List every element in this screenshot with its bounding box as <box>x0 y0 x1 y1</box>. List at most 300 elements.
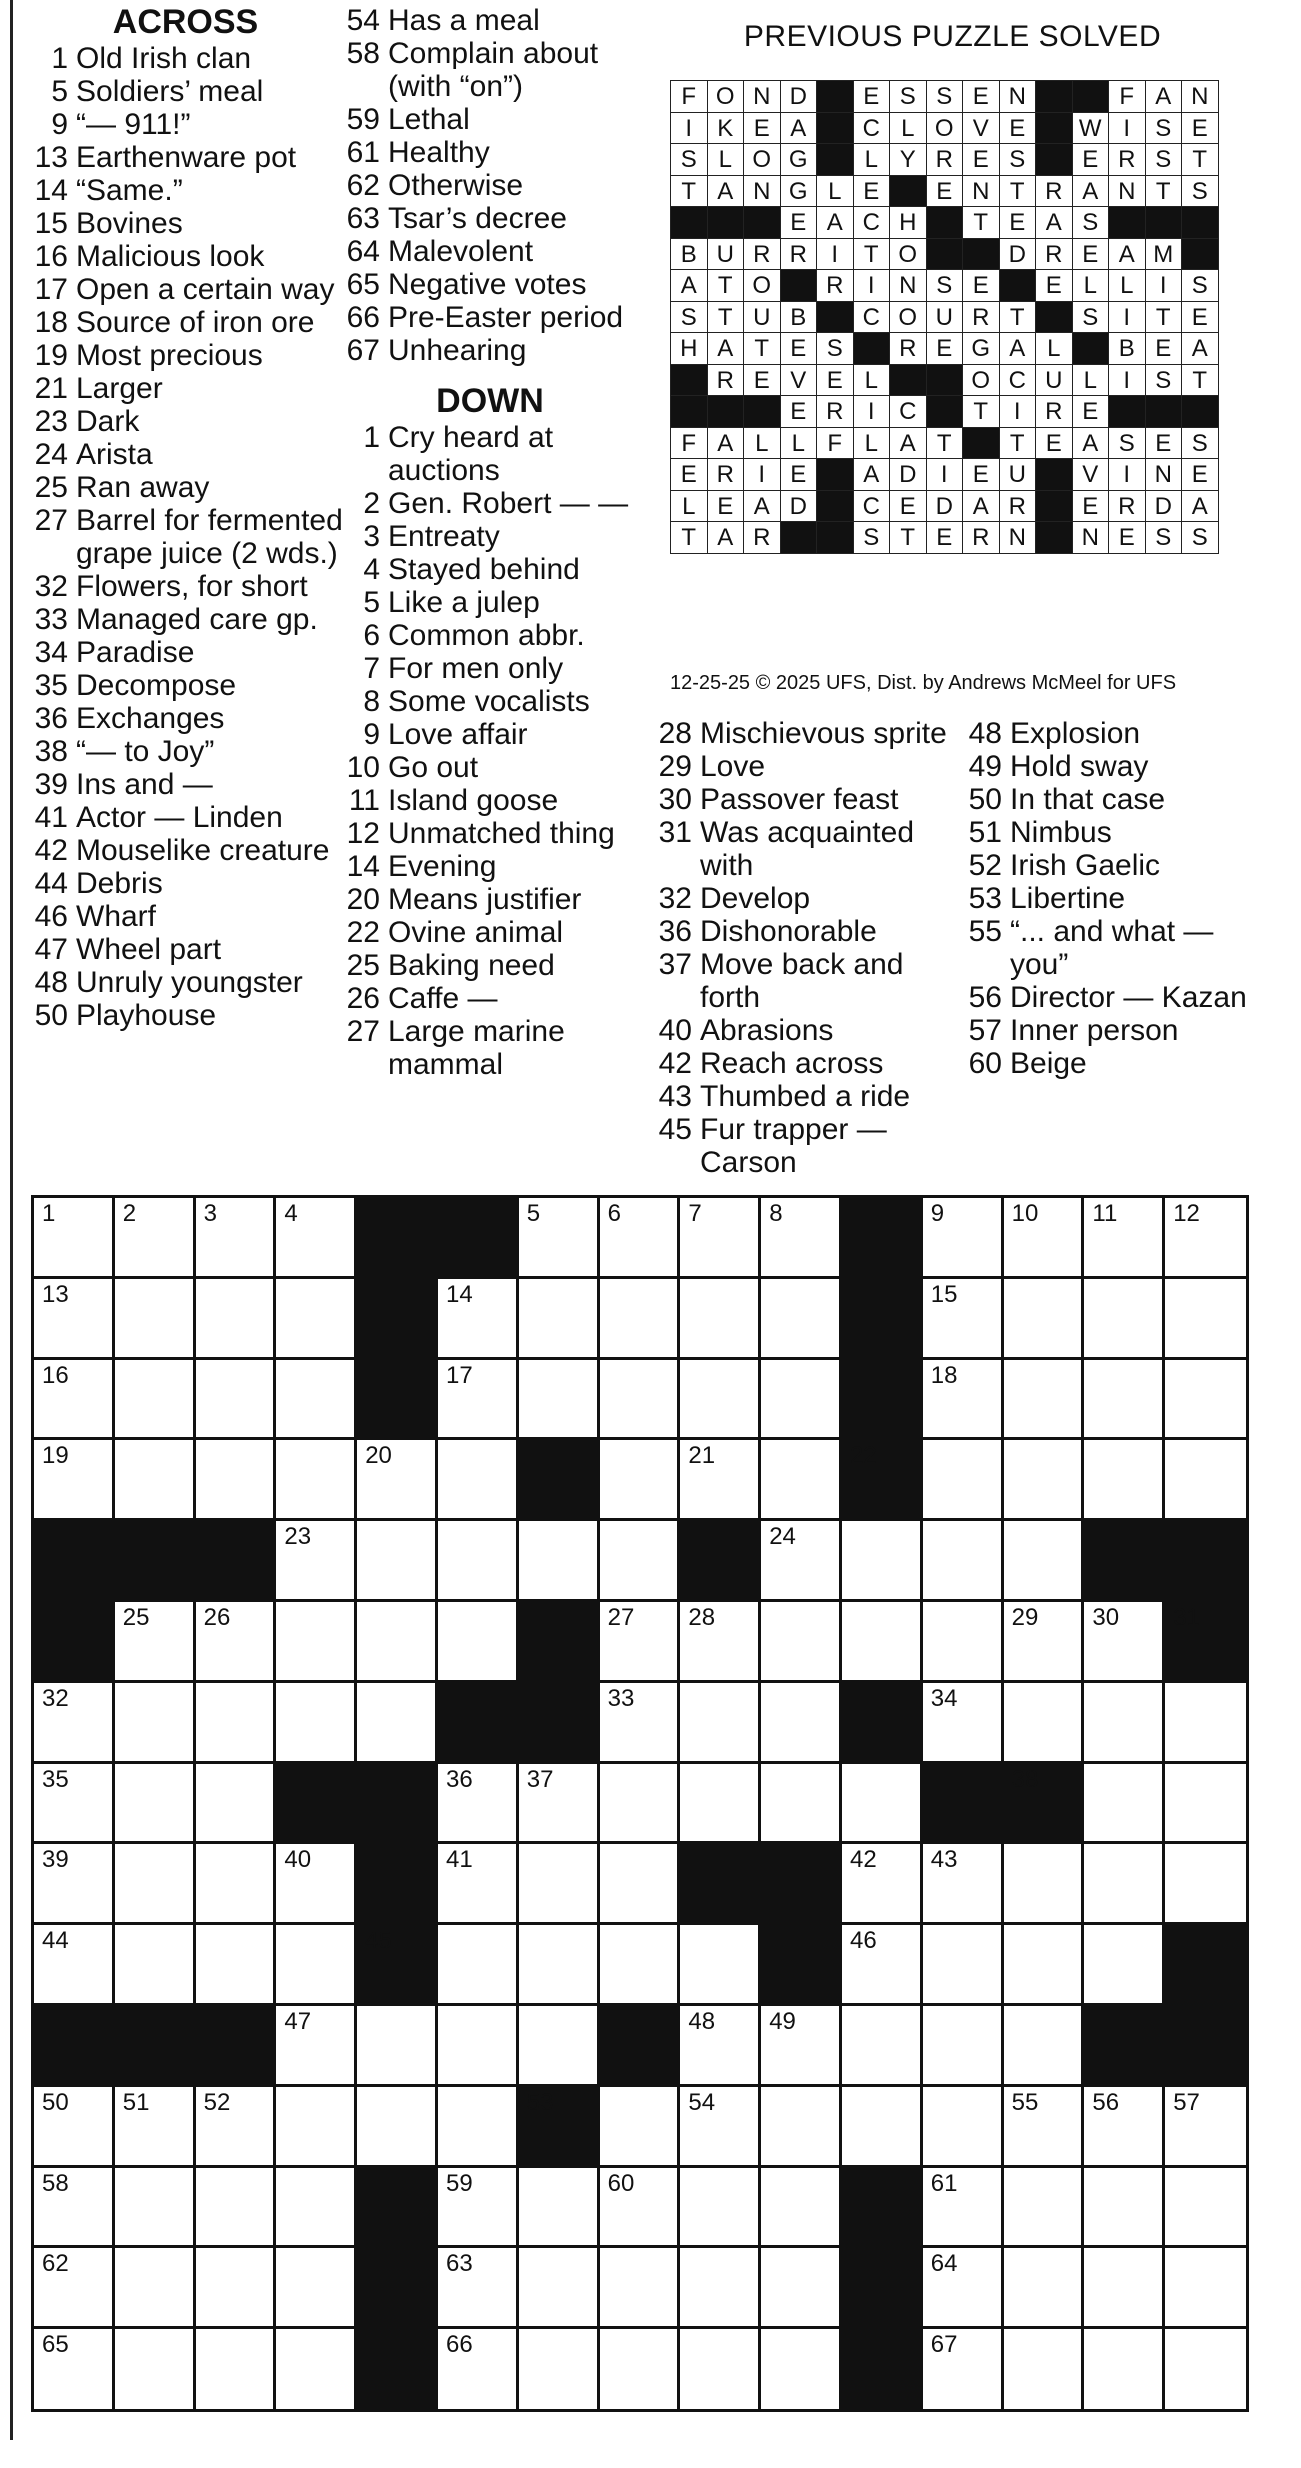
black-square <box>357 1198 438 1279</box>
grid-cell[interactable] <box>34 1360 115 1441</box>
solution-letter: N <box>1108 175 1146 208</box>
solution-letter: G <box>962 332 1000 365</box>
grid-cell[interactable] <box>196 1925 277 2006</box>
black-square <box>519 1683 600 1764</box>
solution-letter: H <box>670 332 708 365</box>
grid-cell[interactable] <box>680 2168 761 2249</box>
solution-letter: C <box>853 490 891 523</box>
solution-letter: L <box>853 364 891 397</box>
solution-black-square <box>816 80 854 113</box>
grid-cell[interactable] <box>761 1198 842 1279</box>
grid-cell[interactable] <box>519 2006 600 2087</box>
grid-cell[interactable] <box>115 2329 196 2410</box>
solution-black-square <box>816 490 854 523</box>
grid-cell[interactable] <box>115 1844 196 1925</box>
clue-number: 32 <box>34 570 68 603</box>
grid-cell[interactable] <box>276 1279 357 1360</box>
grid-cell[interactable] <box>761 2006 842 2087</box>
clue-column-3 <box>652 717 952 1179</box>
solution-letter: I <box>1145 269 1183 302</box>
solution-black-square <box>780 269 818 302</box>
solution-letter: T <box>670 175 708 208</box>
grid-cell[interactable] <box>196 1764 277 1845</box>
grid-cell[interactable] <box>600 2329 681 2410</box>
grid-cell[interactable] <box>923 1440 1004 1521</box>
grid-cell[interactable] <box>600 2087 681 2168</box>
grid-cell[interactable] <box>761 1683 842 1764</box>
grid-cell[interactable] <box>1165 2248 1246 2329</box>
grid-cell[interactable] <box>923 1198 1004 1279</box>
grid-cell[interactable] <box>1004 2006 1085 2087</box>
solution-black-square <box>1035 143 1073 176</box>
grid-cell[interactable] <box>600 1602 681 1683</box>
grid-cell[interactable] <box>115 1683 196 1764</box>
solution-row <box>670 206 1218 238</box>
black-square <box>34 2006 115 2087</box>
grid-cell[interactable] <box>761 2248 842 2329</box>
grid-cell[interactable] <box>357 2006 438 2087</box>
solution-letter: O <box>889 301 927 334</box>
clue-text: Stayed behind <box>388 553 580 586</box>
grid-cell[interactable] <box>34 2168 115 2249</box>
grid-cell[interactable] <box>1165 1360 1246 1441</box>
grid-cell[interactable] <box>923 2329 1004 2410</box>
solution-letter: E <box>962 80 1000 113</box>
solution-black-square <box>707 395 745 428</box>
solution-letter: E <box>743 112 781 145</box>
grid-cell[interactable] <box>761 1521 842 1602</box>
solution-letter: A <box>707 521 745 554</box>
cell-number: 28 <box>688 1604 716 1631</box>
grid-cell[interactable] <box>34 2329 115 2410</box>
black-square <box>1165 1602 1246 1683</box>
clue-text: Tsar’s decree <box>388 202 567 235</box>
grid-cell[interactable] <box>115 1764 196 1845</box>
grid-cell[interactable] <box>1084 2248 1165 2329</box>
across-clue <box>28 570 343 603</box>
solution-letter: E <box>926 521 964 554</box>
down-clue <box>652 948 952 1014</box>
solution-letter: L <box>853 143 891 176</box>
grid-cell[interactable] <box>519 2168 600 2249</box>
solution-letter: D <box>780 80 818 113</box>
grid-cell[interactable] <box>761 1764 842 1845</box>
grid-cell[interactable] <box>1165 2087 1246 2168</box>
clue-column-2 <box>340 4 640 1081</box>
grid-cell[interactable] <box>34 1279 115 1360</box>
grid-cell[interactable] <box>519 2248 600 2329</box>
clue-text: Most precious <box>76 339 263 372</box>
grid-cell[interactable] <box>1004 1198 1085 1279</box>
grid-cell[interactable] <box>357 1602 438 1683</box>
grid-cell[interactable] <box>1004 1440 1085 1521</box>
grid-cell[interactable] <box>115 2168 196 2249</box>
grid-cell[interactable] <box>1004 1521 1085 1602</box>
grid-cell[interactable] <box>438 1602 519 1683</box>
grid-cell[interactable] <box>680 2329 761 2410</box>
grid-cell[interactable] <box>438 2006 519 2087</box>
grid-cell[interactable] <box>519 1279 600 1360</box>
grid-cell[interactable] <box>196 1198 277 1279</box>
clue-text: Explosion <box>1010 717 1141 750</box>
solution-letter: E <box>816 364 854 397</box>
clue-number: 3 <box>363 520 380 553</box>
solution-black-square <box>670 206 708 239</box>
grid-cell[interactable] <box>1084 1360 1165 1441</box>
clue-text: Complain about (with “on”) <box>388 37 599 103</box>
grid-cell[interactable] <box>761 2087 842 2168</box>
grid-cell[interactable] <box>1004 2087 1085 2168</box>
grid-cell[interactable] <box>1084 2168 1165 2249</box>
grid-cell[interactable] <box>34 1440 115 1521</box>
down-clue <box>340 817 640 850</box>
grid-cell[interactable] <box>761 1279 842 1360</box>
grid-cell[interactable] <box>680 1925 761 2006</box>
clue-number: 53 <box>968 882 1002 915</box>
black-square <box>115 2006 196 2087</box>
grid-cell[interactable] <box>680 1198 761 1279</box>
clue-number: 12 <box>346 817 380 850</box>
grid-cell[interactable] <box>276 1521 357 1602</box>
across-clue <box>28 834 343 867</box>
grid-cell[interactable] <box>600 1360 681 1441</box>
cell-number: 62 <box>42 2250 69 2278</box>
grid-cell[interactable] <box>1084 1602 1165 1683</box>
solution-letter: I <box>999 395 1037 428</box>
grid-cell[interactable] <box>438 1279 519 1360</box>
black-square <box>761 1925 842 2006</box>
down-clue <box>962 750 1262 783</box>
cell-number: 42 <box>850 1846 877 1874</box>
solution-letter: N <box>743 80 781 113</box>
across-clue <box>28 108 343 141</box>
grid-cell[interactable] <box>842 1602 923 1683</box>
grid-cell[interactable] <box>680 1279 761 1360</box>
cell-number: 55 <box>1011 2088 1039 2116</box>
black-square <box>842 2248 923 2329</box>
grid-cell[interactable] <box>438 1764 519 1845</box>
grid-cell[interactable] <box>1165 2168 1246 2249</box>
grid-cell[interactable] <box>923 2006 1004 2087</box>
clue-text: Like a julep <box>388 586 540 619</box>
grid-cell[interactable] <box>761 1360 842 1441</box>
black-square <box>519 1440 600 1521</box>
grid-cell[interactable] <box>923 1279 1004 1360</box>
grid-cell[interactable] <box>357 1683 438 1764</box>
grid-cell[interactable] <box>600 1925 681 2006</box>
grid-cell[interactable] <box>34 2087 115 2168</box>
grid-cell[interactable] <box>276 1925 357 2006</box>
grid-cell[interactable] <box>115 1198 196 1279</box>
grid-cell[interactable] <box>1084 2087 1165 2168</box>
clue-number: 5 <box>51 75 68 108</box>
grid-cell[interactable] <box>600 1683 681 1764</box>
grid-cell[interactable] <box>519 1521 600 1602</box>
grid-cell[interactable] <box>923 2168 1004 2249</box>
grid-cell[interactable] <box>923 1602 1004 1683</box>
grid-cell[interactable] <box>357 2087 438 2168</box>
grid-cell[interactable] <box>1165 2329 1246 2410</box>
solution-letter: C <box>853 206 891 239</box>
clue-text: For men only <box>388 652 564 685</box>
clue-text: Playhouse <box>76 999 217 1032</box>
grid-cell[interactable] <box>1004 2329 1085 2410</box>
grid-cell[interactable] <box>519 1360 600 1441</box>
grid-cell[interactable] <box>276 1844 357 1925</box>
grid-cell[interactable] <box>34 1198 115 1279</box>
solution-black-square <box>999 269 1037 302</box>
grid-cell[interactable] <box>196 2248 277 2329</box>
grid-cell[interactable] <box>276 2006 357 2087</box>
black-square <box>923 1764 1004 1845</box>
grid-cell[interactable] <box>680 2087 761 2168</box>
across-clue <box>28 966 343 999</box>
grid-cell[interactable] <box>1165 1844 1246 1925</box>
clue-number: 9 <box>51 108 68 141</box>
grid-cell[interactable] <box>519 1844 600 1925</box>
grid-cell[interactable] <box>680 1683 761 1764</box>
grid-cell[interactable] <box>923 1360 1004 1441</box>
clue-number: 50 <box>34 999 68 1032</box>
grid-cell[interactable] <box>34 2248 115 2329</box>
grid-cell[interactable] <box>1084 1764 1165 1845</box>
grid-cell[interactable] <box>438 2087 519 2168</box>
grid-cell[interactable] <box>1084 1925 1165 2006</box>
grid-cell[interactable] <box>34 1683 115 1764</box>
grid-cell[interactable] <box>1165 1279 1246 1360</box>
down-clue <box>652 882 952 915</box>
grid-cell[interactable] <box>438 1360 519 1441</box>
solution-letter: F <box>670 427 708 460</box>
grid-cell[interactable] <box>357 1521 438 1602</box>
solution-letter: U <box>999 458 1037 491</box>
grid-cell[interactable] <box>842 1521 923 1602</box>
grid-cell[interactable] <box>196 2168 277 2249</box>
grid-cell[interactable] <box>680 2248 761 2329</box>
clue-number: 42 <box>34 834 68 867</box>
grid-cell[interactable] <box>34 1844 115 1925</box>
solution-black-square <box>707 206 745 239</box>
grid-cell[interactable] <box>600 1764 681 1845</box>
grid-cell[interactable] <box>519 2329 600 2410</box>
grid-cell[interactable] <box>1004 1279 1085 1360</box>
grid-cell[interactable] <box>276 1683 357 1764</box>
cell-number: 51 <box>122 2088 150 2116</box>
grid-cell[interactable] <box>34 1764 115 1845</box>
grid-cell[interactable] <box>115 1925 196 2006</box>
grid-cell[interactable] <box>842 2087 923 2168</box>
solution-black-square <box>926 238 964 271</box>
grid-cell[interactable] <box>1004 1602 1085 1683</box>
grid-cell[interactable] <box>438 2248 519 2329</box>
grid-cell[interactable] <box>923 2248 1004 2329</box>
grid-cell[interactable] <box>276 2248 357 2329</box>
grid-cell[interactable] <box>519 1198 600 1279</box>
clue-text: Malicious look <box>76 240 265 273</box>
solution-row <box>670 269 1218 301</box>
grid-cell[interactable] <box>1165 1440 1246 1521</box>
grid-cell[interactable] <box>115 1360 196 1441</box>
grid-cell[interactable] <box>761 2168 842 2249</box>
solution-letter: U <box>1035 364 1073 397</box>
solution-letter: A <box>707 175 745 208</box>
grid-cell[interactable] <box>196 1279 277 1360</box>
grid-cell[interactable] <box>519 1925 600 2006</box>
solution-letter: O <box>889 238 927 271</box>
across-clue <box>340 268 640 301</box>
grid-cell[interactable] <box>761 1440 842 1521</box>
grid-cell[interactable] <box>276 1360 357 1441</box>
grid-cell[interactable] <box>1165 1764 1246 1845</box>
across-heading: ACROSS <box>112 3 259 41</box>
grid-cell[interactable] <box>438 2329 519 2410</box>
grid-cell[interactable] <box>842 1925 923 2006</box>
clue-number: 48 <box>34 966 68 999</box>
solution-letter: R <box>1108 490 1146 523</box>
solution-letter: N <box>1181 80 1219 113</box>
grid-cell[interactable] <box>923 1844 1004 1925</box>
solution-letter: O <box>962 364 1000 397</box>
grid-cell[interactable] <box>761 2329 842 2410</box>
solution-letter: A <box>780 112 818 145</box>
cell-number: 2 <box>122 1200 137 1227</box>
grid-cell[interactable] <box>923 1925 1004 2006</box>
grid-cell[interactable] <box>680 1440 761 1521</box>
cell-number: 23 <box>284 1523 312 1551</box>
clue-text: “... and what — you” <box>1010 915 1214 981</box>
grid-cell[interactable] <box>1004 2168 1085 2249</box>
across-clue <box>28 471 343 504</box>
grid-cell[interactable] <box>1084 1198 1165 1279</box>
solution-row <box>670 427 1218 459</box>
grid-cell[interactable] <box>1084 1844 1165 1925</box>
grid-cell[interactable] <box>1004 1844 1085 1925</box>
cell-number: 43 <box>930 1846 958 1874</box>
grid-cell[interactable] <box>196 1683 277 1764</box>
grid-cell[interactable] <box>1084 2329 1165 2410</box>
grid-cell[interactable] <box>680 1764 761 1845</box>
grid-cell[interactable] <box>923 1521 1004 1602</box>
grid-cell[interactable] <box>680 1360 761 1441</box>
grid-cell[interactable] <box>1084 1683 1165 1764</box>
solution-letter: E <box>780 458 818 491</box>
grid-cell[interactable] <box>276 2087 357 2168</box>
grid-cell[interactable] <box>1084 1279 1165 1360</box>
grid-cell[interactable] <box>842 1764 923 1845</box>
grid-cell[interactable] <box>196 2329 277 2410</box>
solution-letter: E <box>1181 458 1219 491</box>
grid-cell[interactable] <box>196 2087 277 2168</box>
cell-number: 34 <box>930 1684 958 1712</box>
grid-cell[interactable] <box>357 1440 438 1521</box>
solution-black-square <box>670 395 708 428</box>
clue-text: Irish Gaelic <box>1010 849 1161 882</box>
grid-cell[interactable] <box>600 1844 681 1925</box>
clue-text: Bovines <box>76 207 183 240</box>
grid-cell[interactable] <box>519 1764 600 1845</box>
clue-number: 66 <box>346 301 380 334</box>
grid-cell[interactable] <box>1004 2248 1085 2329</box>
grid-cell[interactable] <box>1004 1925 1085 2006</box>
grid-cell[interactable] <box>34 1925 115 2006</box>
solution-letter: A <box>1072 175 1110 208</box>
grid-cell[interactable] <box>1004 1360 1085 1441</box>
clue-text: Common abbr. <box>388 619 585 652</box>
grid-cell[interactable] <box>761 1602 842 1683</box>
grid-cell[interactable] <box>842 1844 923 1925</box>
cell-number: 65 <box>42 2331 69 2359</box>
down-clue <box>652 1047 952 1080</box>
solution-letter: E <box>962 269 1000 302</box>
grid-cell[interactable] <box>115 1602 196 1683</box>
clue-text: Pre-Easter period <box>388 301 624 334</box>
grid-cell[interactable] <box>276 2168 357 2249</box>
down-clue <box>340 718 640 751</box>
grid-cell[interactable] <box>1165 1683 1246 1764</box>
grid-cell[interactable] <box>438 1925 519 2006</box>
clue-text: Island goose <box>388 784 559 817</box>
grid-cell[interactable] <box>115 2248 196 2329</box>
grid-cell[interactable] <box>196 1602 277 1683</box>
grid-cell[interactable] <box>115 2087 196 2168</box>
grid-cell[interactable] <box>1004 1683 1085 1764</box>
across-clue <box>28 438 343 471</box>
grid-cell[interactable] <box>196 1440 277 1521</box>
grid-cell[interactable] <box>680 2006 761 2087</box>
grid-cell[interactable] <box>276 1440 357 1521</box>
grid-cell[interactable] <box>600 2248 681 2329</box>
grid-cell[interactable] <box>600 1279 681 1360</box>
grid-cell[interactable] <box>600 1198 681 1279</box>
grid-cell[interactable] <box>600 2168 681 2249</box>
grid-cell[interactable] <box>438 1440 519 1521</box>
clue-number: 5 <box>363 586 380 619</box>
grid-cell[interactable] <box>1165 1198 1246 1279</box>
black-square <box>357 1764 438 1845</box>
grid-cell[interactable] <box>438 1521 519 1602</box>
grid-cell[interactable] <box>1084 1440 1165 1521</box>
grid-cell[interactable] <box>842 2006 923 2087</box>
grid-cell[interactable] <box>680 1602 761 1683</box>
clue-text: Decompose <box>76 669 237 702</box>
clue-text: Gen. Robert — — <box>388 487 629 520</box>
grid-cell[interactable] <box>600 1521 681 1602</box>
clue-number: 45 <box>658 1113 692 1146</box>
grid-cell[interactable] <box>196 1360 277 1441</box>
clue-text: Develop <box>700 882 811 915</box>
grid-cell[interactable] <box>196 1844 277 1925</box>
grid-cell[interactable] <box>923 1683 1004 1764</box>
grid-cell[interactable] <box>115 1440 196 1521</box>
grid-cell[interactable] <box>600 1440 681 1521</box>
cell-number: 33 <box>607 1684 635 1712</box>
grid-cell[interactable] <box>438 2168 519 2249</box>
solution-row <box>670 458 1218 490</box>
cell-number: 59 <box>446 2169 473 2197</box>
grid-cell[interactable] <box>438 1844 519 1925</box>
solution-black-square <box>1035 301 1073 334</box>
across-clue <box>28 702 343 735</box>
grid-cell[interactable] <box>276 2329 357 2410</box>
grid-cell[interactable] <box>923 2087 1004 2168</box>
cell-number: 19 <box>42 1442 69 1470</box>
solution-row <box>670 238 1218 270</box>
grid-cell[interactable] <box>115 1279 196 1360</box>
grid-cell[interactable] <box>276 1198 357 1279</box>
grid-cell[interactable] <box>276 1602 357 1683</box>
cell-number: 13 <box>42 1280 69 1308</box>
clue-number: 18 <box>34 306 68 339</box>
